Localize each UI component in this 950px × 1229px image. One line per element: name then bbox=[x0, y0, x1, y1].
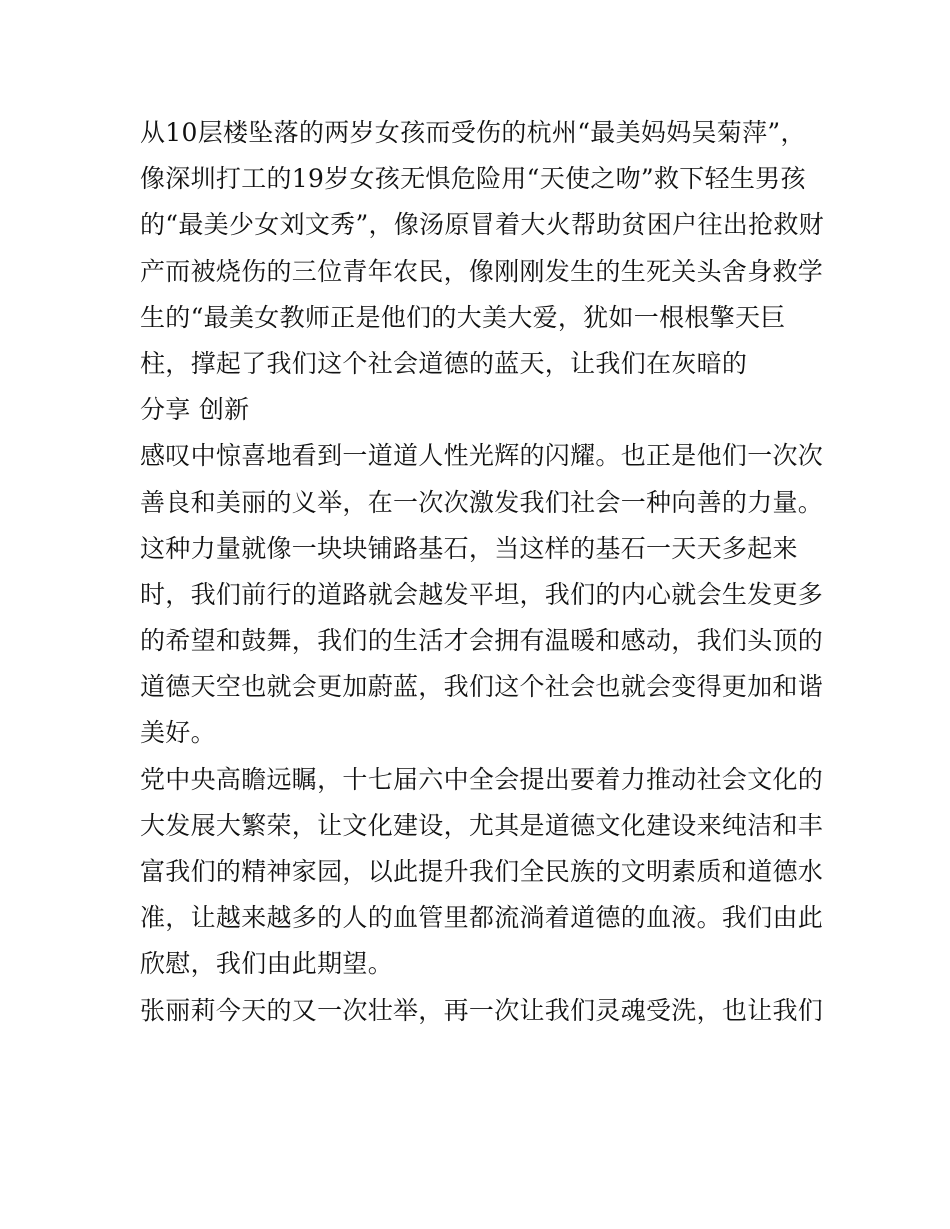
text-line: 柱，撑起了我们这个社会道德的蓝天，让我们在灰暗的 bbox=[140, 348, 748, 378]
text-line: 张丽莉今天的又一次壮举，再一次让我们灵魂受洗，也让我们 bbox=[140, 995, 824, 1025]
text-line: 时，我们前行的道路就会越发平坦，我们的内心就会生发更多 bbox=[140, 579, 824, 609]
text-line: 党中央高瞻远瞩，十七届六中全会提出要着力推动社会文化的 bbox=[140, 764, 824, 794]
text-line: 生的“最美女教师正是他们的大美大爱，犹如一根根擎天巨 bbox=[140, 302, 786, 332]
document-body bbox=[140, 110, 824, 1034]
text-line: 大发展大繁荣，让文化建设，尤其是道德文化建设来纯洁和丰 bbox=[140, 810, 824, 840]
text-line: 的希望和鼓舞，我们的生活才会拥有温暖和感动，我们头顶的 bbox=[140, 626, 824, 656]
text-line: 的“最美少女刘文秀”，像汤原冒着大火帮助贫困户往出抢救财 bbox=[140, 210, 824, 240]
text-line: 从10层楼坠落的两岁女孩而受伤的杭州“最美妈妈吴菊萍”， bbox=[140, 118, 806, 147]
text-line: 美好。 bbox=[140, 718, 216, 748]
text-line: 这种力量就像一块块铺路基石，当这样的基石一天天多起来 bbox=[140, 533, 798, 563]
text-line: 分享 创新 bbox=[140, 395, 250, 425]
text-line: 准，让越来越多的人的血管里都流淌着道德的血液。我们由此 bbox=[140, 903, 824, 933]
text-line: 产而被烧伤的三位青年农民，像刚刚发生的生死关头舍身救学 bbox=[140, 256, 824, 286]
text-line: 欣慰，我们由此期望。 bbox=[140, 949, 394, 979]
text-line: 善良和美丽的义举，在一次次激发我们社会一种向善的力量。 bbox=[140, 487, 824, 517]
text-line: 像深圳打工的19岁女孩无惧危险用“天使之吻”救下轻生男孩 bbox=[140, 164, 806, 194]
text-line: 富我们的精神家园，以此提升我们全民族的文明素质和道德水 bbox=[140, 857, 824, 886]
text-line: 道德天空也就会更加蔚蓝，我们这个社会也就会变得更加和谐 bbox=[140, 672, 824, 702]
text-line: 感叹中惊喜地看到一道道人性光辉的闪耀。也正是他们一次次 bbox=[140, 441, 824, 471]
